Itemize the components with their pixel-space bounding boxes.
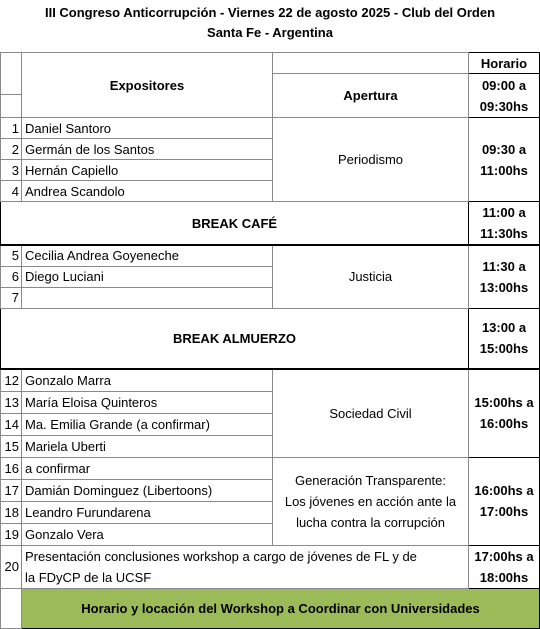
apertura-label: Apertura — [273, 74, 469, 118]
header-horario: Horario — [469, 53, 540, 74]
topic-periodismo: Periodismo — [273, 118, 469, 202]
speaker-name: Damián Dominguez (Libertoons) — [22, 479, 273, 501]
speaker-name: Daniel Santoro — [22, 118, 273, 139]
time-start: 13:00 a — [481, 320, 527, 336]
row-number: 4 — [1, 181, 22, 202]
speaker-name — [22, 287, 273, 308]
topic-line: Generación Transparente: — [294, 472, 447, 488]
closing-line-2: la FDyCP de la UCSF — [25, 569, 152, 585]
topic-line: lucha contra la corrupción — [296, 514, 445, 530]
speaker-name: a confirmar — [22, 457, 273, 479]
topic-justicia: Justicia — [273, 245, 469, 308]
header-num-cell-2 — [1, 95, 22, 118]
row-number: 19 — [1, 523, 22, 545]
speaker-name: Andrea Scandolo — [22, 181, 273, 202]
time-start: 11:00 a — [482, 205, 526, 220]
time-break-cafe — [469, 202, 540, 246]
row-number: 1 — [1, 118, 22, 139]
time-end: 18:00hs — [479, 569, 529, 585]
speaker-name: Gonzalo Vera — [22, 523, 273, 545]
speaker-name: Leandro Furundarena — [22, 501, 273, 523]
apertura-time-start: 09:00 a — [481, 77, 527, 93]
time-end: 11:30hs — [480, 226, 528, 241]
time-periodismo — [469, 118, 540, 202]
row-number: 18 — [1, 501, 22, 523]
time-start: 17:00hs a — [474, 548, 534, 564]
topic-line: Los jóvenes en acción ante la — [284, 493, 457, 509]
time-end: 17:00hs — [479, 504, 529, 519]
time-sociedad-civil — [469, 369, 540, 457]
row-number: 17 — [1, 479, 22, 501]
time-generacion-transparente — [469, 457, 540, 545]
speaker-name: Germán de los Santos — [22, 139, 273, 160]
row-number: 6 — [1, 266, 22, 287]
break-cafe: BREAK CAFÉ — [1, 202, 469, 246]
row-number: 14 — [1, 413, 22, 435]
time-start: 15:00hs a — [474, 395, 534, 411]
row-number: 12 — [1, 369, 22, 391]
time-end: 15:00hs — [479, 341, 529, 357]
topic-sociedad-civil: Sociedad Civil — [273, 369, 469, 457]
schedule-table — [0, 52, 540, 629]
row-number: 15 — [1, 435, 22, 457]
header-expositores: Expositores — [22, 53, 273, 118]
document-title — [0, 0, 540, 52]
speaker-name: María Eloisa Quinteros — [22, 391, 273, 413]
row-number: 2 — [1, 139, 22, 160]
time-end: 11:00hs — [480, 162, 528, 178]
row-number: 7 — [1, 287, 22, 308]
title-line-2: Santa Fe - Argentina — [207, 25, 333, 40]
speaker-name: Mariela Uberti — [22, 435, 273, 457]
time-end: 16:00hs — [479, 416, 529, 432]
time-closing — [469, 545, 540, 588]
apertura-time-end: 09:30hs — [479, 98, 529, 114]
time-end: 13:00hs — [479, 279, 529, 295]
closing-description — [22, 545, 469, 588]
row-number: 5 — [1, 245, 22, 266]
header-num-cell — [1, 53, 22, 95]
time-start: 09:30 a — [481, 141, 527, 157]
time-start: 16:00hs a — [474, 483, 534, 498]
row-number: 20 — [1, 545, 22, 588]
title-line-1: III Congreso Anticorrupción - Viernes 22 de agosto 2025 - Club del Orden — [44, 5, 496, 20]
apertura-time — [469, 74, 540, 118]
footer-num-cell — [1, 588, 22, 628]
break-almuerzo: BREAK ALMUERZO — [1, 308, 469, 369]
closing-line-1: Presentación conclusiones workshop a cargo de jóvenes de FL y de — [25, 548, 417, 564]
row-number: 13 — [1, 391, 22, 413]
time-break-almuerzo — [469, 308, 540, 369]
speaker-name: Cecilia Andrea Goyeneche — [22, 245, 273, 266]
row-number: 16 — [1, 457, 22, 479]
speaker-name: Hernán Capiello — [22, 160, 273, 181]
speaker-name: Gonzalo Marra — [22, 369, 273, 391]
row-number: 3 — [1, 160, 22, 181]
header-blank-cell — [273, 53, 469, 74]
speaker-name: Diego Luciani — [22, 266, 273, 287]
time-justicia — [469, 245, 540, 308]
topic-generacion-transparente — [273, 457, 469, 545]
footer-banner: Horario y locación del Workshop a Coordinar con Universidades — [22, 588, 540, 628]
speaker-name: Ma. Emilia Grande (a confirmar) — [22, 413, 273, 435]
time-start: 11:30 a — [482, 258, 526, 274]
